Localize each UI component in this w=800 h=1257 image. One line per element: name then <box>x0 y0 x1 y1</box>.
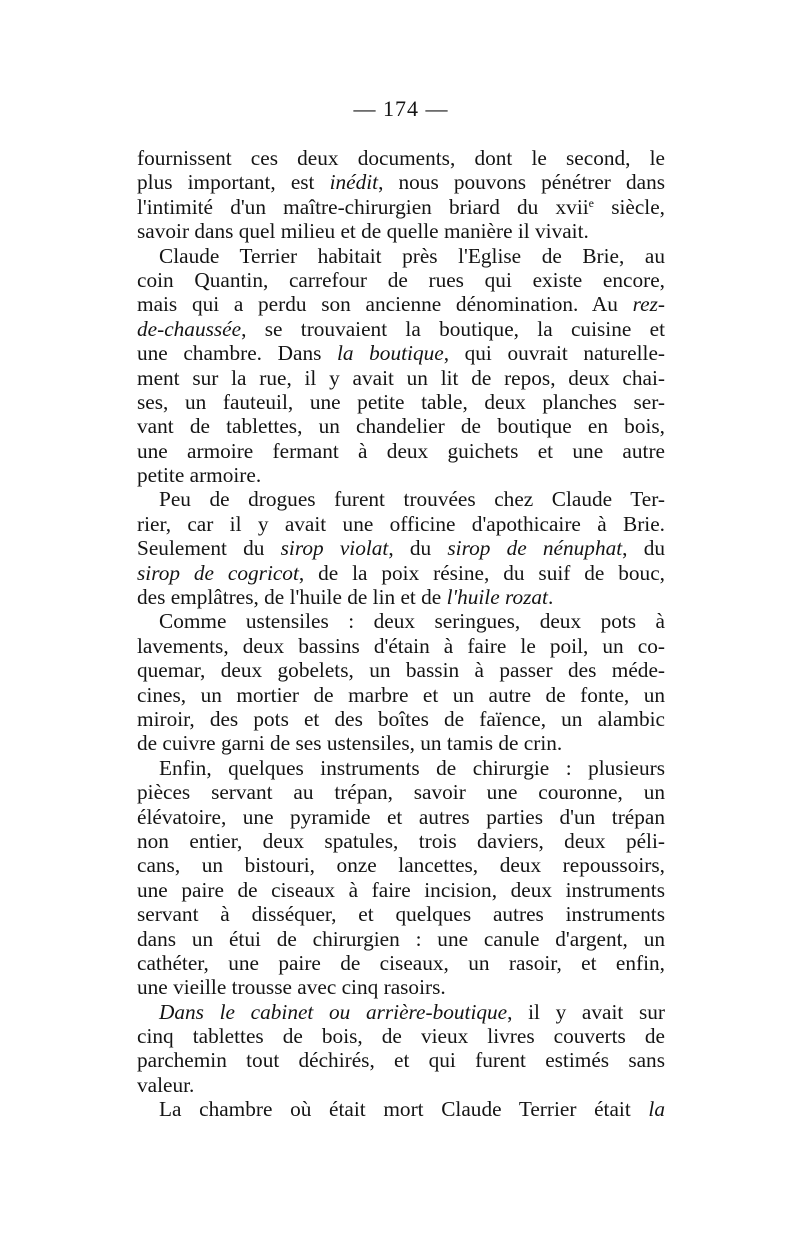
text-line <box>137 1073 665 1097</box>
italic-text: la <box>648 1097 665 1122</box>
text-segment: ment sur la rue, il y avait un lit de repos, deux chai- <box>137 365 665 390</box>
text-segment: Seulement du <box>137 536 281 561</box>
text-segment: pièces servant au trépan, savoir une couronne, un <box>137 780 665 805</box>
book-page <box>137 94 665 1122</box>
text-segment: , de la poix résine, du suif de bouc, <box>298 560 665 585</box>
text-line <box>137 902 665 926</box>
text-segment: Claude Terrier habitait près l'Eglise de Brie, au <box>159 243 665 268</box>
superscript: e <box>588 195 594 210</box>
italic-text: de-chaussée <box>137 316 242 341</box>
text-segment: vant de tablettes, un chandelier de boutique en bois, <box>137 414 665 439</box>
text-segment: l'intimité d'un maître-chirurgien briard du xvii <box>137 194 589 219</box>
text-segment: cinq tablettes de bois, de vieux livres couverts de <box>137 1024 665 1049</box>
text-line <box>137 146 665 170</box>
italic-text: la boutique <box>336 341 444 366</box>
text-line <box>137 170 665 194</box>
text-line <box>137 975 665 999</box>
text-line <box>137 805 665 829</box>
italic-text: sirop de nénuphat <box>447 536 623 561</box>
text-line <box>137 463 665 487</box>
text-segment: mais qui a perdu son ancienne dénomination. Au <box>137 292 633 317</box>
text-line <box>137 1000 665 1024</box>
text-segment: cathéter, une paire de ciseaux, un rasoir, et enfin, <box>137 950 665 975</box>
text-line <box>137 536 665 560</box>
text-line <box>137 731 665 755</box>
text-segment: rier, car il y avait une officine d'apothicaire à Brie. <box>137 511 665 536</box>
text-line <box>137 585 665 609</box>
text-segment: Peu de drogues furent trouvées chez Claude Ter- <box>159 487 665 512</box>
text-segment: une chambre. Dans <box>137 341 337 366</box>
text-line <box>137 853 665 877</box>
body-text <box>137 146 665 1122</box>
text-segment: élévatoire, une pyramide et autres parties d'un trépan <box>137 804 665 829</box>
text-segment: plus important, est <box>137 170 330 195</box>
text-line <box>137 561 665 585</box>
text-line <box>137 487 665 511</box>
text-segment: La chambre où était mort Claude Terrier était <box>159 1097 649 1122</box>
text-line <box>137 292 665 316</box>
text-segment: , il y avait sur <box>507 999 665 1024</box>
text-line <box>137 512 665 536</box>
text-segment: lavements, deux bassins d'étain à faire le poil, un co- <box>137 633 665 658</box>
text-line <box>137 829 665 853</box>
text-segment: . <box>547 585 554 610</box>
text-segment: cines, un mortier de marbre et un autre de fonte, un <box>137 682 665 707</box>
page-number: — 174 — <box>353 96 449 121</box>
text-segment: , du <box>388 536 448 561</box>
text-segment: coin Quantin, carrefour de rues qui existe encore, <box>137 267 665 292</box>
text-line <box>137 756 665 780</box>
text-segment: des emplâtres, de l'huile de lin et de <box>137 585 447 610</box>
italic-text: sirop violat <box>280 536 389 561</box>
text-line <box>137 219 665 243</box>
text-segment: parchemin tout déchirés, et qui furent estimés sans <box>137 1048 665 1073</box>
italic-text: rez- <box>632 292 665 317</box>
text-line <box>137 195 665 219</box>
text-segment: une vieille trousse avec cinq rasoirs. <box>137 975 446 1000</box>
text-line <box>137 707 665 731</box>
text-line <box>137 317 665 341</box>
text-line <box>137 366 665 390</box>
text-line <box>137 1048 665 1072</box>
italic-text: sirop de cogricot <box>137 560 299 585</box>
text-segment: savoir dans quel milieu et de quelle manière il vivait. <box>137 219 589 244</box>
text-line <box>137 439 665 463</box>
text-segment: Enfin, quelques instruments de chirurgie : plusieurs <box>159 755 665 780</box>
text-line <box>137 244 665 268</box>
text-segment: une paire de ciseaux à faire incision, deux instruments <box>137 877 665 902</box>
text-segment: valeur. <box>137 1072 195 1097</box>
text-line <box>137 951 665 975</box>
text-line <box>137 268 665 292</box>
text-line <box>137 927 665 951</box>
text-segment: cans, un bistouri, onze lancettes, deux repoussoirs, <box>137 853 665 878</box>
text-line <box>137 1097 665 1121</box>
text-segment: servant à disséquer, et quelques autres instruments <box>137 902 665 927</box>
text-line <box>137 634 665 658</box>
text-line <box>137 658 665 682</box>
text-segment: non entier, deux spatules, trois daviers, deux péli- <box>137 828 665 853</box>
text-segment: miroir, des pots et des boîtes de faïence, un alambic <box>137 706 665 731</box>
text-line <box>137 780 665 804</box>
text-line <box>137 683 665 707</box>
text-segment: petite armoire. <box>137 463 262 488</box>
text-segment: Comme ustensiles : deux seringues, deux pots à <box>159 609 665 634</box>
text-line <box>137 390 665 414</box>
text-segment: , du <box>622 536 666 561</box>
text-segment: dans un étui de chirurgien : une canule d'argent, un <box>137 926 665 951</box>
text-line <box>137 609 665 633</box>
text-segment: ses, un fauteuil, une petite table, deux planches ser- <box>137 389 665 414</box>
text-segment: , qui ouvrait naturelle- <box>443 341 665 366</box>
italic-text: inédit <box>329 170 379 195</box>
text-segment: de cuivre garni de ses ustensiles, un tamis de crin. <box>137 731 563 756</box>
text-segment: quemar, deux gobelets, un bassin à passer des méde- <box>137 658 665 683</box>
text-segment: fournissent ces deux documents, dont le second, le <box>137 146 665 170</box>
text-line <box>137 414 665 438</box>
text-line <box>137 341 665 365</box>
italic-text: Dans le cabinet ou arrière-boutique <box>159 999 508 1024</box>
text-segment: , se trouvaient la boutique, la cuisine et <box>241 316 665 341</box>
text-line <box>137 878 665 902</box>
text-segment: une armoire fermant à deux guichets et une autre <box>137 438 665 463</box>
text-segment: siècle, <box>594 194 665 219</box>
text-line <box>137 1024 665 1048</box>
text-segment: , nous pouvons pénétrer dans <box>378 170 665 195</box>
italic-text: l'huile rozat <box>446 585 548 610</box>
